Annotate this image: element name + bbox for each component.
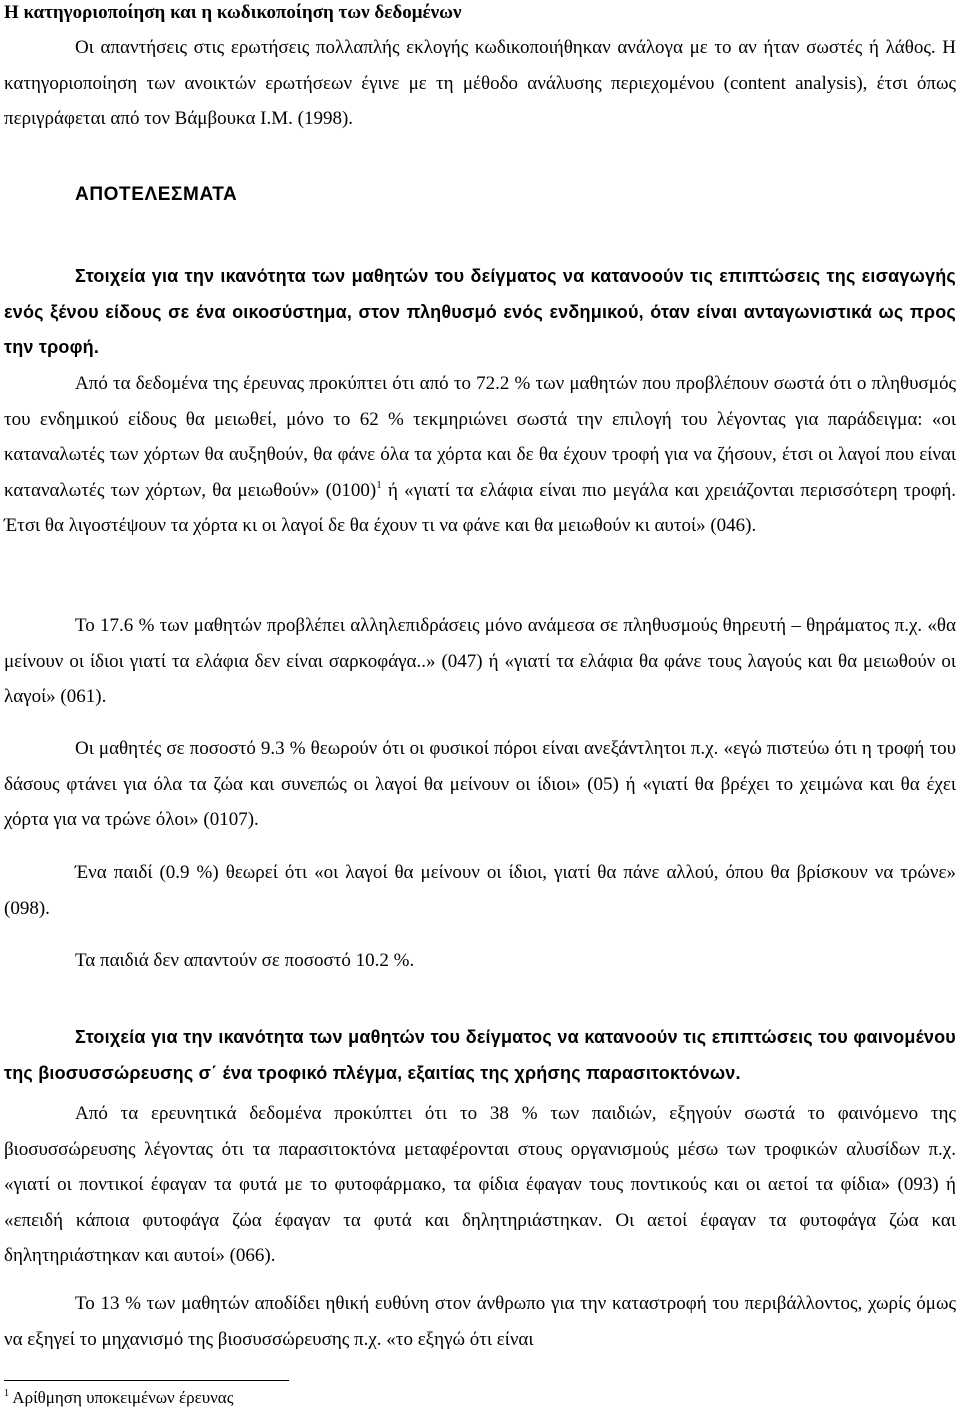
section1-paragraph-1-text: Από τα δεδομένα της έρευνας προκύπτει ότι από το 72.2 % των μαθητών που προβλέπουν σωστά ότι ο πληθυσμός του ενδημικού είδους θα μειωθεί, μόνο το 62 % τεκμηριώνει σωστά την επιλογή του λέγοντας για παράδειγμα: «οι καταναλωτές των χόρτων θα αυξηθούν, θα φάνε όλα τα χόρτα και δε θα έχουν τροφή για να ζήσουν, έτσι οι λαγοί που είναι καταναλωτές των χόρτων, θα μειωθούν» (0100) [4,373,956,501]
section1-paragraph-2: Το 17.6 % των μαθητών προβλέπει αλληλεπιδράσεις μόνο ανάμεσα σε πληθυσμούς θηρευτή – θηράματος π.χ. «θα μείνουν οι ίδιοι γιατί τα ελάφια δεν είναι σαρκοφάγα..» (047) ή «γιατί τα ελάφια θα φάνε τους λαγούς και θα μειωθούν οι λαγοί» (061). [4,615,956,707]
section2-title: Στοιχεία για την ικανότητα των μαθητών του δείγματος να κατανοούν τις επιπτώσεις του φαινομένου της βιοσυσσώρευσης σ΄ ένα τροφικό πλέγμα, εξαιτίας της χρήσης παρασιτοκτόνων. [4,1027,956,1083]
footnote [4,1385,233,1411]
section1-paragraph-4: Ένα παιδί (0.9 %) θεωρεί ότι «οι λαγοί θα μείνουν οι ίδιοι, γιατί θα πάνε αλλού, όπου θα βρίσκουν να τρώνε» (098). [4,862,956,919]
section1-paragraph-5: Τα παιδιά δεν απαντούν σε ποσοστό 10.2 %. [75,950,415,971]
section2-paragraph-1: Από τα ερευνητικά δεδομένα προκύπτει ότι το 38 % των παιδιών, εξηγούν σωστά το φαινόμενο της βιοσυσσώρευσης λέγοντας ότι τα παρασιτοκτόνα μεταφέρονται στους οργανισμούς μέσω των τροφικών αλυσίδων π.χ. «γιατί οι ποντικοί έφαγαν τα φυτά με το φυτοφάρμακο, τα φίδια έφαγαν τους ποντικούς και οι αετοί τα φίδια» (093) ή «επειδή κάποια φυτοφάγα ζώα έφαγαν τα φυτά και δηλητηριάστηκαν. Οι αετοί έφαγαν τα φυτοφάγα ζώα και δηλητηριάστηκαν και αυτοί» (066). [4,1103,956,1266]
section1-paragraph-1-continued: ή «γιατί τα ελάφια είναι πιο μεγάλα και χρειάζονται περισσότερη τροφή. Έτσι θα λιγοστέψουν τα χόρτα κι οι λαγοί δε θα έχουν τι να φάνε και θα μειωθούν κι αυτοί» (046). [4,479,957,536]
section1-paragraph-3: Οι μαθητές σε ποσοστό 9.3 % θεωρούν ότι οι φυσικοί πόροι είναι ανεξάντλητοι π.χ. «εγώ πιστεύω ότι η τροφή του δάσους φτάνει για όλα τα ζώα και συνεπώς οι λαγοί θα μείνουν οι ίδιοι» (05) ή «γιατί θα βρέχει το χειμώνα και θα έχει χόρτα για να τρώνε όλοι» (0107). [4,738,956,830]
footnote-marker: 1 [4,1388,9,1399]
intro-paragraph: Οι απαντήσεις στις ερωτήσεις πολλαπλής εκλογής κωδικοποιήθηκαν ανάλογα με το αν ήταν σωστές ή λάθος. Η κατηγοριοποίηση των ανοικτών ερωτήσεων έγινε με τη μέθοδο ανάλυσης περιεχομένου (content analysis), έτσι όπως περιγράφεται από τον Βάμβουκα Ι.Μ. (1998). [4,37,956,129]
footnote-text: Αρίθμηση υποκειμένων έρευνας [9,1388,234,1407]
footnote-divider [4,1380,289,1381]
results-title: ΑΠΟΤΕΛΕΣΜΑΤΑ [75,184,238,205]
section-heading: Η κατηγοριοποίηση και η κωδικοποίηση των δεδομένων [4,2,462,23]
footnote-reference: 1 [376,478,382,491]
section1-paragraph-1 [4,366,956,544]
section1-title: Στοιχεία για την ικανότητα των μαθητών του δείγματος να κατανοούν τις επιπτώσεις της εισαγωγής ενός ξένου είδους σε ένα οικοσύστημα, στον πληθυσμό ενός ενδημικού, όταν είναι ανταγωνιστικά ως προς την τροφή. [4,266,956,357]
section2-paragraph-2: Το 13 % των μαθητών αποδίδει ηθική ευθύνη στον άνθρωπο για την καταστροφή του περιβάλλοντος, χωρίς όμως να εξηγεί το μηχανισμό της βιοσυσσώρευσης π.χ. «το εξηγώ ότι είναι [4,1293,956,1350]
